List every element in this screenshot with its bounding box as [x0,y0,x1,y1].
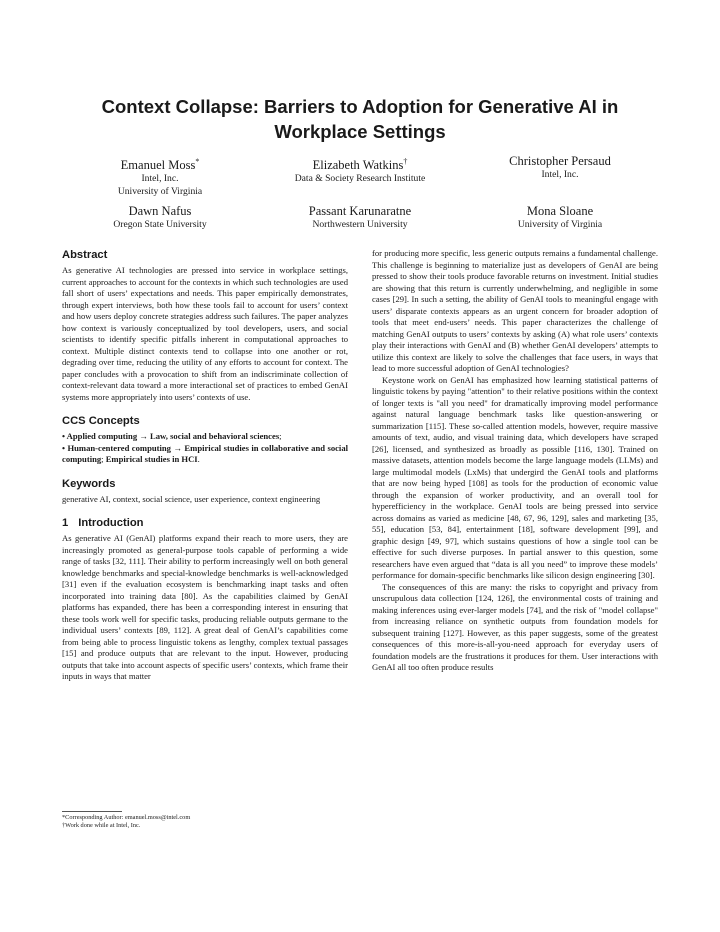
author-name: Passant Karunaratne [308,204,412,219]
keywords-text: generative AI, context, social science, user experience, context engineering [62,493,321,504]
author-watkins [260,154,460,198]
intro-paragraph: As generative AI (GenAI) platforms expand their reach to more users, they are increasingly promoted as general-purpose tools capable of performing a wide range of tasks [32, 111]. Their ability to perform increasingly well on both general knowledge benchmarks and special-knowledge benchmarks is well-acknowledged [31] even if the evaluation ecosystem is benchmarking inapt tasks and often incorporated into training data [80]. As the capabilities claimed by GenAI platforms has expanded, there has been a corresponding interest in ensuring that these tools work well for specific tasks, producing reliable outputs germane to the individual users’ contexts [89, 112]. A great deal of GenAI’s capabilities come from being able to process linguistic tokens as lengthy, complex textual passages [15] and produce outputs that are relevant to the input. However, producing outputs that take into account aspects of specific users’ contexts, which frame their inputs in ways that matter [62,533,348,681]
author-row-1 [60,154,660,198]
author-row-2 [60,204,660,232]
intro-heading [62,516,348,530]
section-number: 1 [62,517,69,529]
paper-title: Context Collapse: Barriers to Adoption for Generative AI in Workplace Settings [101,96,619,142]
footnote-corresponding: *Corresponding Author: emanuel.moss@intel.com [62,814,191,821]
author-affiliation: Northwestern University [312,219,408,231]
abstract-heading: Abstract [62,249,108,261]
section-title: Introduction [78,517,144,529]
footnote-intel: †Work done while at Intel, Inc. [62,822,141,829]
author-affiliation: Oregon State University [113,219,207,231]
author-affiliation: Intel, Inc. [141,173,179,185]
footnotes [62,814,348,830]
footnote-rule [62,811,122,812]
author-persaud [460,154,660,198]
author-name: Dawn Nafus [128,204,192,219]
author-mark: * [195,157,200,166]
author-name: Christopher Persaud [509,154,611,168]
right-column [372,248,658,674]
left-column [62,248,348,683]
ccs-heading: CCS Concepts [62,415,140,427]
author-name: Mona Sloane [526,204,594,219]
keywords-heading: Keywords [62,477,116,490]
body-paragraph: for producing more specific, less generic outputs remains a fundamental challenge. This challenge is beginning to materialize just as developers of GenAI are being pressed to show their tools produce favorable returns on investment. Initial studies are showing that this return is currently underwhelming, and negligible in some cases [29]. In such a setting, the ability of GenAI tools to meaningful engage with users’ disparate contexts appears as an urgent concern for broader adoption of tools that meet end-users’ needs. This paper characterizes the challenge of matching GenAI outputs to users’ contexts by asking (A) what role users’ contexts play their interactions with GenAI and (B) whether GenAI developers’ attempts to utilize this context are likely to solve the challenges that face users, in ways that lead to more successful adoption of GenAI technologies? [372,248,658,373]
body-paragraph: Keystone work on GenAI has emphasized how learning statistical patterns of linguistic tokens by paying "attention" to their relative positions within the context of longer texts is "all you need" for dramatically improving model performance against natural language benchmark tasks like question-answering or summarization [115]. These so-called attention models, however, require massive amounts of text, audio, and visual training data, which developers have scraped [26], licensed, and synthesized as broadly as possible [116, 130]. Trained on massive datasets, attention models become the large language models (LLMs) and large multimodal models (LxMs) that undergird the GenAI tools and platforms that are now being hyped [108] as tools for the production of economic value through the expansion of worker productivity, and an overall tool for hyperefficiency in the workplace. GenAI tools are being pressed into service across domains as varied as medicine [48, 67, 96, 129], sales and marketing [35, 55], education [53, 84], entertainment [18], software development [99], and graphic design [49, 97], which sustains questions of how a single tool can be effective for such diverse purposes. In partial answer to this question, some researchers have even argued that “data is all you need” to improve these models’ performance for domain-specific benchmarks like silicon design engineering [30]. [372,374,658,580]
ccs-concept: Empirical studies in HCI [105,454,198,464]
author-nafus [60,204,260,232]
author-name: Emanuel Moss [120,158,196,173]
author-moss [60,154,260,198]
author-karunaratne [260,204,460,232]
author-affiliation: Intel, Inc. [541,169,579,180]
ccs-concept: • Applied computing → Law, social and behavioral sciences [62,431,280,441]
author-affiliation: Data & Society Research Institute [294,173,426,185]
author-name: Elizabeth Watkins [312,158,404,173]
author-mark: † [403,157,408,166]
ccs-concepts: • Applied computing → Law, social and behavioral sciences; • Human-centered computing → Empirical studies in collaborative and social computing; Empirical studies in HCI. [62,431,348,464]
abstract-text: As generative AI technologies are pressed into service in workplace settings, current approaches to account for the contexts in which such technologies are used fall short of users’ expectations and needs. This paper empirically demonstrates, through expert interviews, both how these tools fail to account for users’ context and how users deploy concrete strategies address such failures. The paper analyzes how context is variously conceptualized by tool developers, users, and social scientists to identify specific pitfalls inherent in computational approaches to context. Multiple distinct contexts tend to collapse into one another or rot, degrading over time, reducing the utility of any efforts to account for context. The paper concludes with a provocation to shift from an indiscriminate collection of context-relevant data toward a more interactional set of practices to embed GenAI systems more appropriately into users’ contexts of use. [62,265,348,402]
author-block [60,154,660,232]
author-affiliation: University of Virginia [117,185,203,197]
ccs-concept: • Human-centered computing → Empirical studies in collaborative and social computing [62,442,348,464]
author-sloane [460,204,660,232]
author-affiliation: University of Virginia [517,219,603,231]
body-paragraph: The consequences of this are many: the risks to copyright and privacy from unscrupulous data collection [124, 126], the environmental costs of training and making inferences using ever-larger models [74], and the risk of "model collapse" from increasing reliance on synthetic outputs from foundation models for subsequent training [127]. However, as this paper suggests, some of the greatest consequences of this more-is-all-you-need approach for everyday users of foundation models are the frustrations it produces for them. User interactions with GenAI all too often produce results [372,581,658,672]
